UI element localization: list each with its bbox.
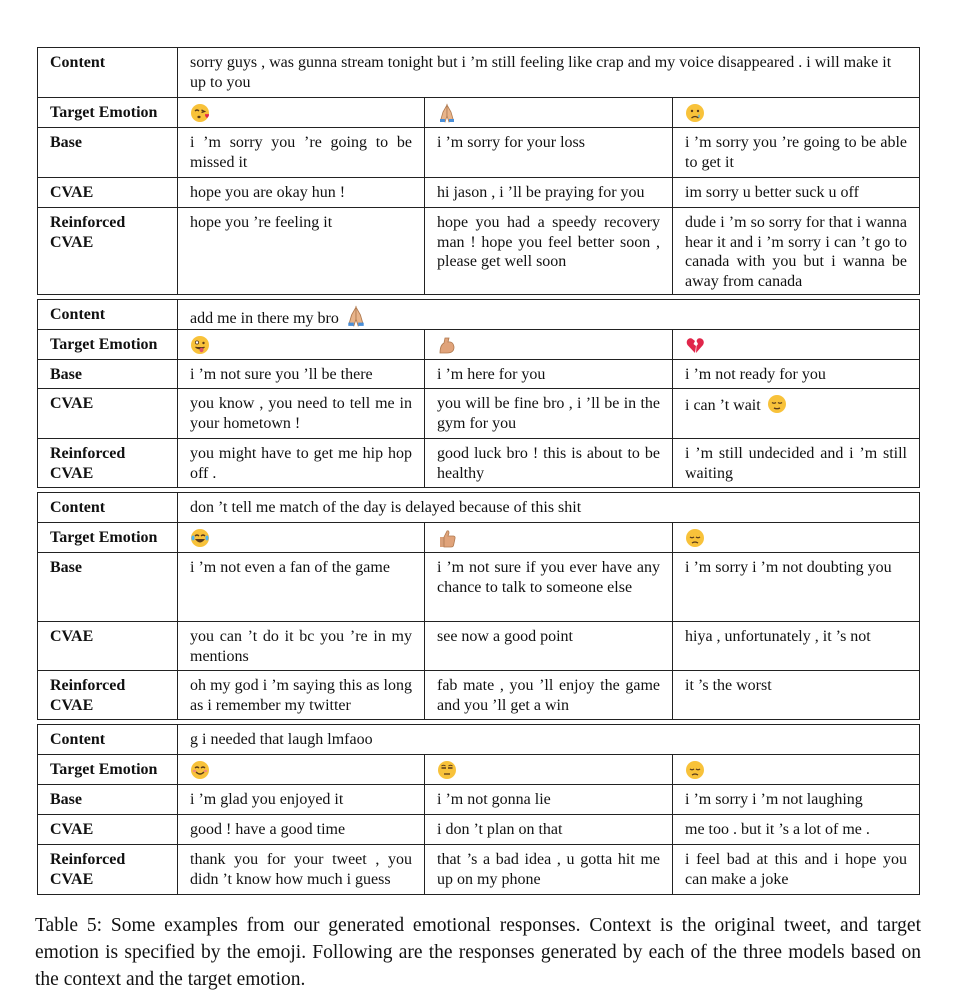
emotion-cell bbox=[425, 523, 673, 553]
cvae-label: CVAE bbox=[38, 622, 178, 671]
response-cell: i ’m not sure if you ever have any chance to talk to someone else bbox=[425, 553, 673, 622]
response-cell: that ’s a bad idea , u gotta hit me up on my phone bbox=[425, 845, 673, 895]
response-cell: im sorry u better suck u off bbox=[673, 178, 920, 208]
folded-hands-emoji-icon bbox=[345, 305, 367, 327]
response-cell: i ’m sorry i ’m not doubting you bbox=[673, 553, 920, 622]
response-cell: hiya , unfortunately , it ’s not bbox=[673, 622, 920, 671]
response-cell: you can ’t do it bc you ’re in my mentions bbox=[178, 622, 425, 671]
target-emotion-row bbox=[38, 330, 920, 360]
table-caption: Table 5: Some examples from our generated emotional responses. Context is the original tweet, and target emotion is specified by the emoji. Following are the responses generated by each of the three models based on the context and the target emotion. bbox=[35, 915, 921, 990]
content-row bbox=[38, 493, 920, 523]
response-text: i can ’t wait bbox=[685, 397, 761, 414]
response-cell: hope you had a speedy recovery man ! hope you feel better soon , please get well soon bbox=[425, 208, 673, 295]
response-cell: fab mate , you ’ll enjoy the game and you ’ll get a win bbox=[425, 671, 673, 720]
target-emotion-row bbox=[38, 98, 920, 128]
content-row bbox=[38, 300, 920, 330]
reinforced-cvae-row bbox=[38, 208, 920, 295]
emotion-cell bbox=[425, 330, 673, 360]
emotion-cell bbox=[673, 98, 920, 128]
response-cell: i ’m sorry for your loss bbox=[425, 128, 673, 178]
emotion-cell bbox=[673, 523, 920, 553]
base-row bbox=[38, 128, 920, 178]
content-label: Content bbox=[38, 493, 178, 523]
example-block-2 bbox=[37, 299, 920, 488]
cvae-row bbox=[38, 389, 920, 439]
tears-of-joy-emoji-icon bbox=[190, 528, 210, 548]
target-emotion-label: Target Emotion bbox=[38, 523, 178, 553]
flexed-biceps-emoji-icon bbox=[437, 335, 457, 355]
cvae-label: CVAE bbox=[38, 815, 178, 845]
reinforced-cvae-label: Reinforced CVAE bbox=[38, 845, 178, 895]
emotion-cell bbox=[673, 755, 920, 785]
response-cell: good ! have a good time bbox=[178, 815, 425, 845]
base-label: Base bbox=[38, 785, 178, 815]
response-cell: me too . but it ’s a lot of me . bbox=[673, 815, 920, 845]
kissing-heart-emoji-icon bbox=[190, 103, 210, 123]
response-cell: you know , you need to tell me in your hometown ! bbox=[178, 389, 425, 439]
response-cell: you might have to get me hip hop off . bbox=[178, 439, 425, 488]
response-cell: you will be fine bro , i ’ll be in the gym for you bbox=[425, 389, 673, 439]
response-cell: i ’m still undecided and i ’m still waiting bbox=[673, 439, 920, 488]
base-label: Base bbox=[38, 553, 178, 622]
target-emotion-label: Target Emotion bbox=[38, 330, 178, 360]
cvae-label: CVAE bbox=[38, 389, 178, 439]
cvae-label: CVAE bbox=[38, 178, 178, 208]
response-cell: i ’m sorry you ’re going to be able to get it bbox=[673, 128, 920, 178]
content-text: g i needed that laugh lmfaoo bbox=[178, 725, 920, 755]
content-label: Content bbox=[38, 300, 178, 330]
cvae-row bbox=[38, 815, 920, 845]
emotion-cell bbox=[178, 523, 425, 553]
response-cell: i ’m here for you bbox=[425, 360, 673, 389]
smiling-face-emoji-icon bbox=[190, 760, 210, 780]
content-text: add me in there my bro bbox=[190, 310, 339, 327]
unamused-face-emoji-icon bbox=[437, 760, 457, 780]
reinforced-cvae-row bbox=[38, 671, 920, 720]
response-cell: i don ’t plan on that bbox=[425, 815, 673, 845]
emotion-cell bbox=[425, 755, 673, 785]
disappointed-face-emoji-icon bbox=[685, 760, 705, 780]
target-emotion-label: Target Emotion bbox=[38, 755, 178, 785]
reinforced-cvae-label: Reinforced CVAE bbox=[38, 671, 178, 720]
response-cell: i ’m sorry i ’m not laughing bbox=[673, 785, 920, 815]
response-cell: oh my god i ’m saying this as long as i remember my twitter bbox=[178, 671, 425, 720]
emotion-cell bbox=[178, 755, 425, 785]
response-cell: thank you for your tweet , you didn ’t know how much i guess bbox=[178, 845, 425, 895]
emotion-cell bbox=[425, 98, 673, 128]
disappointed-face-emoji-icon bbox=[685, 528, 705, 548]
base-row bbox=[38, 360, 920, 389]
response-cell: dude i ’m so sorry for that i wanna hear it and i ’m sorry i can ’t go to canada with you but i wanna be away from canada bbox=[673, 208, 920, 295]
response-cell: i feel bad at this and i hope you can make a joke bbox=[673, 845, 920, 895]
content-row bbox=[38, 48, 920, 98]
broken-heart-emoji-icon bbox=[685, 335, 705, 355]
cvae-row bbox=[38, 178, 920, 208]
cvae-row bbox=[38, 622, 920, 671]
base-label: Base bbox=[38, 128, 178, 178]
response-cell: hi jason , i ’ll be praying for you bbox=[425, 178, 673, 208]
response-cell: i ’m glad you enjoyed it bbox=[178, 785, 425, 815]
content-text: sorry guys , was gunna stream tonight but i ’m still feeling like crap and my voice disappeared . i will make it up to you bbox=[178, 48, 920, 98]
response-cell: i ’m not sure you ’ll be there bbox=[178, 360, 425, 389]
response-cell: hope you are okay hun ! bbox=[178, 178, 425, 208]
reinforced-cvae-label: Reinforced CVAE bbox=[38, 439, 178, 488]
content-row bbox=[38, 725, 920, 755]
target-emotion-row bbox=[38, 755, 920, 785]
emotion-cell bbox=[673, 330, 920, 360]
folded-hands-emoji-icon bbox=[437, 103, 457, 123]
content-cell bbox=[178, 300, 920, 330]
example-block-3 bbox=[37, 492, 920, 720]
base-label: Base bbox=[38, 360, 178, 389]
example-block-1 bbox=[37, 47, 920, 295]
thumbs-up-emoji-icon bbox=[437, 528, 457, 548]
response-cell: it ’s the worst bbox=[673, 671, 920, 720]
content-label: Content bbox=[38, 725, 178, 755]
base-row bbox=[38, 553, 920, 622]
content-text: don ’t tell me match of the day is delayed because of this shit bbox=[178, 493, 920, 523]
content-label: Content bbox=[38, 48, 178, 98]
response-cell: good luck bro ! this is about to be healthy bbox=[425, 439, 673, 488]
target-emotion-row bbox=[38, 523, 920, 553]
winking-tongue-emoji-icon bbox=[190, 335, 210, 355]
response-cell: hope you ’re feeling it bbox=[178, 208, 425, 295]
response-cell: i ’m not gonna lie bbox=[425, 785, 673, 815]
emotion-cell bbox=[178, 98, 425, 128]
response-cell: see now a good point bbox=[425, 622, 673, 671]
crying-face-emoji-icon bbox=[685, 103, 705, 123]
response-cell: i ’m sorry you ’re going to be missed it bbox=[178, 128, 425, 178]
emotion-cell bbox=[178, 330, 425, 360]
reinforced-cvae-row bbox=[38, 845, 920, 895]
reinforced-cvae-row bbox=[38, 439, 920, 488]
response-cell: i ’m not even a fan of the game bbox=[178, 553, 425, 622]
example-block-4 bbox=[37, 724, 920, 895]
base-row bbox=[38, 785, 920, 815]
relieved-face-emoji-icon bbox=[767, 394, 787, 414]
response-cell: i ’m not ready for you bbox=[673, 360, 920, 389]
response-cell bbox=[673, 389, 920, 439]
target-emotion-label: Target Emotion bbox=[38, 98, 178, 128]
reinforced-cvae-label: Reinforced CVAE bbox=[38, 208, 178, 295]
